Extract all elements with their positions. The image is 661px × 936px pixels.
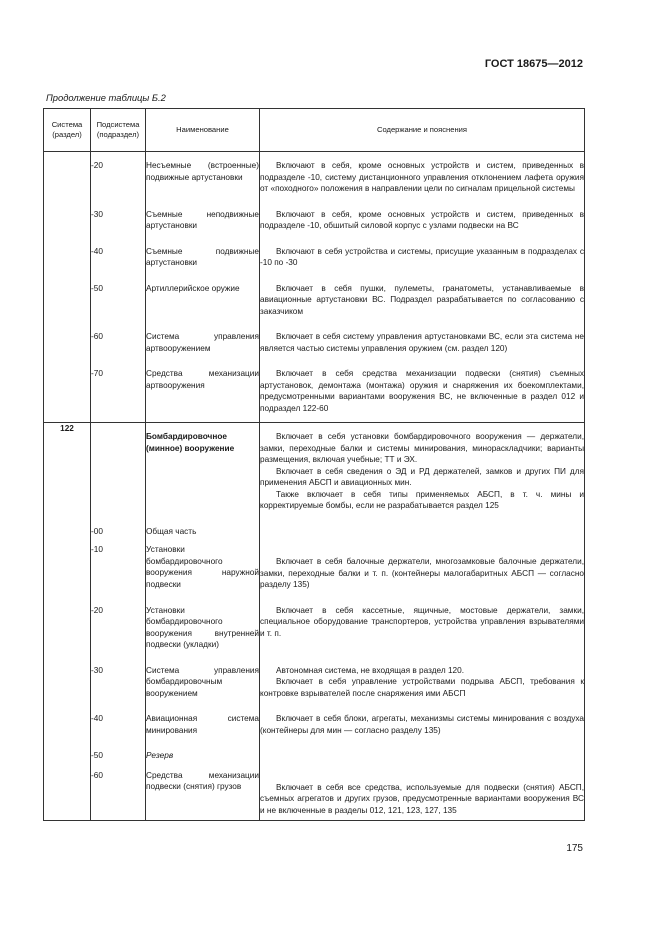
system-cell	[44, 769, 91, 821]
table-row	[44, 330, 585, 367]
page-number: 175	[566, 843, 583, 854]
table-row	[44, 749, 585, 769]
table-row	[44, 543, 585, 604]
system-cell	[44, 245, 91, 282]
table-header-row	[44, 109, 585, 152]
subsystem-cell: -40	[91, 712, 146, 749]
system-cell	[44, 712, 91, 749]
column-header-name: Наименование	[146, 109, 260, 152]
table-row	[44, 245, 585, 282]
name-cell: Установки бомбардировочного вооружения наружной подвески	[146, 543, 260, 604]
table-row	[44, 712, 585, 749]
content-cell: Включают в себя устройства и системы, присущие указанным в подразделах с -10 по -30	[260, 245, 585, 282]
name-cell: Резерв	[146, 749, 260, 769]
subsystem-cell: -70	[91, 367, 146, 423]
name-cell: Система управления артвооружением	[146, 330, 260, 367]
column-header-content: Содержание и пояснения	[260, 109, 585, 152]
standard-designation: ГОСТ 18675—2012	[484, 58, 583, 70]
subsystem-cell: -30	[91, 664, 146, 713]
name-cell: Бомбардировочное (минное) вооружение	[146, 423, 260, 525]
name-cell: Съемные подвижные артустановки	[146, 245, 260, 282]
subsystem-cell: -40	[91, 245, 146, 282]
subsystem-cell: -20	[91, 152, 146, 208]
name-cell: Артиллерийское оружие	[146, 282, 260, 331]
content-cell: Автономная система, не входящая в раздел 120. Включает в себя управление устройствами подрыва АБСП, требования к контровке взрывателей после снаряжения ими АБСП	[260, 664, 585, 713]
subsystem-cell: -60	[91, 769, 146, 821]
content-cell: Включает в себя кассетные, ящичные, мостовые держатели, замки, специальное оборудование транспортеров, устройства управления взрывателями и т. п.	[260, 604, 585, 664]
table-row	[44, 282, 585, 331]
table-row	[44, 664, 585, 713]
system-cell	[44, 525, 91, 544]
content-cell	[260, 525, 585, 544]
table-row	[44, 769, 585, 821]
classification-table	[43, 108, 585, 821]
system-cell: 122	[44, 423, 91, 525]
system-cell	[44, 749, 91, 769]
column-header-system: Система (раздел)	[44, 109, 91, 152]
name-cell: Общая часть	[146, 525, 260, 544]
system-cell	[44, 208, 91, 245]
system-cell	[44, 367, 91, 423]
content-cell: Включает в себя средства механизации подвески (снятия) съемных артустановок, демонтажа (монтажа) оружия и снаряжения их боекомплектами, предусмотренными вариантами вооружения ВС, не включенные в раздел 012 и подраздел 122-60	[260, 367, 585, 423]
name-cell: Несъемные (встроенные) подвижные артустановки	[146, 152, 260, 208]
table-row	[44, 367, 585, 423]
table-row	[44, 604, 585, 664]
content-cell: Включает в себя все средства, используемые для подвески (снятия) АБСП, съемных агрегатов и других грузов, предусмотренные вариантами вооружения ВС и не включенные в разделы 012, 121, 123, 127, 135	[260, 769, 585, 821]
content-cell: Включает в себя систему управления артустановками ВС, если эта система не является частью системы управления оружием (см. раздел 120)	[260, 330, 585, 367]
table-caption: Продолжение таблицы Б.2	[46, 92, 166, 103]
name-cell: Авиационная система минирования	[146, 712, 260, 749]
content-cell: Включает в себя балочные держатели, многозамковые балочные держатели, замки, переходные балки и т. п. (контейнеры малогабаритных АБСП — согласно разделу 135)	[260, 543, 585, 604]
subsystem-cell: -20	[91, 604, 146, 664]
table-row	[44, 525, 585, 544]
content-cell	[260, 749, 585, 769]
system-cell	[44, 330, 91, 367]
name-cell: Съемные неподвижные артустановки	[146, 208, 260, 245]
name-cell: Система управления бомбардировочным вооружением	[146, 664, 260, 713]
subsystem-cell	[91, 423, 146, 525]
subsystem-cell: -50	[91, 749, 146, 769]
table-row	[44, 152, 585, 208]
name-cell: Средства механизации подвески (снятия) грузов	[146, 769, 260, 821]
system-cell	[44, 282, 91, 331]
subsystem-cell: -30	[91, 208, 146, 245]
name-cell: Средства механизации артвооружения	[146, 367, 260, 423]
subsystem-cell: -10	[91, 543, 146, 604]
subsystem-cell: -00	[91, 525, 146, 544]
system-cell	[44, 604, 91, 664]
system-cell	[44, 152, 91, 208]
system-cell	[44, 543, 91, 604]
content-cell: Включает в себя установки бомбардировочного вооружения — держатели, замки, переходные балки и системы минирования, минораскладчики; варианты размещения, включая учебные; ТТ и ЭХ. Включает в себя сведения о ЭД и РД держателей, замков и других ПИ для применения АБСП и авиационных мин. Также включает в себя типы применяемых АБСП, в т. ч. мины и корректируемые бомбы, если не разрабатывается раздел 125	[260, 423, 585, 525]
content-cell: Включает в себя пушки, пулеметы, гранатометы, устанавливаемые в авиационные артустановки ВС. Подраздел разрабатывается по согласованию с заказчиком	[260, 282, 585, 331]
column-header-subsystem: Подсистема (подраздел)	[91, 109, 146, 152]
name-cell: Установки бомбардировочного вооружения внутренней подвески (укладки)	[146, 604, 260, 664]
subsystem-cell: -50	[91, 282, 146, 331]
system-cell	[44, 664, 91, 713]
table-row	[44, 208, 585, 245]
content-cell: Включает в себя блоки, агрегаты, механизмы системы минирования с воздуха (контейнеры для мин — согласно разделу 135)	[260, 712, 585, 749]
content-cell: Включают в себя, кроме основных устройств и систем, приведенных в подразделе -10, обшитый силовой корпус с узлами подвески на ВС	[260, 208, 585, 245]
content-cell: Включают в себя, кроме основных устройств и систем, приведенных в подразделе -10, систему дистанционного управления отклонением лафета оружия от «походного» положения в направлении цели по сигналам прицельной системы	[260, 152, 585, 208]
table-row	[44, 423, 585, 525]
subsystem-cell: -60	[91, 330, 146, 367]
